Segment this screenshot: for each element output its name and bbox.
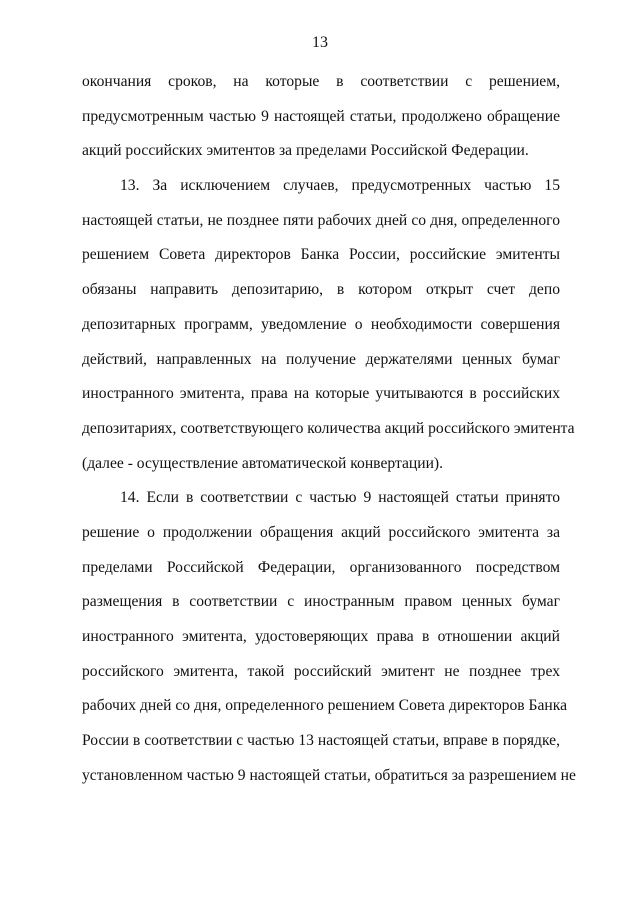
text-line: акций российских эмитентов за пределами Российской Федерации. [82, 142, 529, 160]
text-line: обязаны направить депозитарию, в котором открыт счет депо [82, 281, 560, 299]
text-line: окончания сроков, на которые в соответствии с решением, [82, 73, 560, 90]
text-line: российского эмитента, такой российский эмитент не позднее трех [82, 662, 560, 680]
text-line: пределами Российской Федерации, организованного посредством [82, 558, 560, 576]
text-line: иностранного эмитента, удостоверяющих права в отношении акций [82, 628, 560, 645]
text-line: решением Совета директоров Банка России, российские эмитенты [82, 246, 560, 264]
paragraph-clause-13 [82, 175, 575, 487]
text-line: 14. Если в соответствии с частью 9 настоящей статьи принято [120, 489, 560, 507]
document-body [82, 71, 576, 799]
text-line: действий, направленных на получение держателями ценных бумаг [82, 350, 560, 368]
text-line: России в соответствии с частью 13 настоящей статьи, вправе в порядке, [82, 732, 560, 750]
text-line: рабочих дней со дня, определенного решением Совета директоров Банка [82, 697, 567, 715]
page-number: 13 [312, 34, 328, 51]
text-line: предусмотренным частью 9 настоящей статьи, продолжено обращение [82, 107, 560, 125]
text-line: иностранного эмитента, права на которые учитываются в российских [82, 385, 560, 403]
paragraph-continuation [82, 71, 560, 175]
text-line: 13. За исключением случаев, предусмотренных частью 15 [120, 177, 560, 195]
paragraph-clause-14 [82, 487, 576, 799]
text-line: настоящей статьи, не позднее пяти рабочих дней со дня, определенного [82, 211, 560, 229]
text-line: установленном частью 9 настоящей статьи, обратиться за разрешением не [82, 766, 576, 784]
text-line: решение о продолжении обращения акций российского эмитента за [82, 523, 560, 541]
text-line: депозитарных программ, уведомление о необходимости совершения [82, 315, 560, 333]
text-line: депозитариях, соответствующего количества акций российского эмитента [82, 419, 575, 437]
text-line: (далее - осуществление автоматической конвертации). [82, 454, 444, 472]
text-line: размещения в соответствии с иностранным правом ценных бумаг [82, 593, 560, 611]
